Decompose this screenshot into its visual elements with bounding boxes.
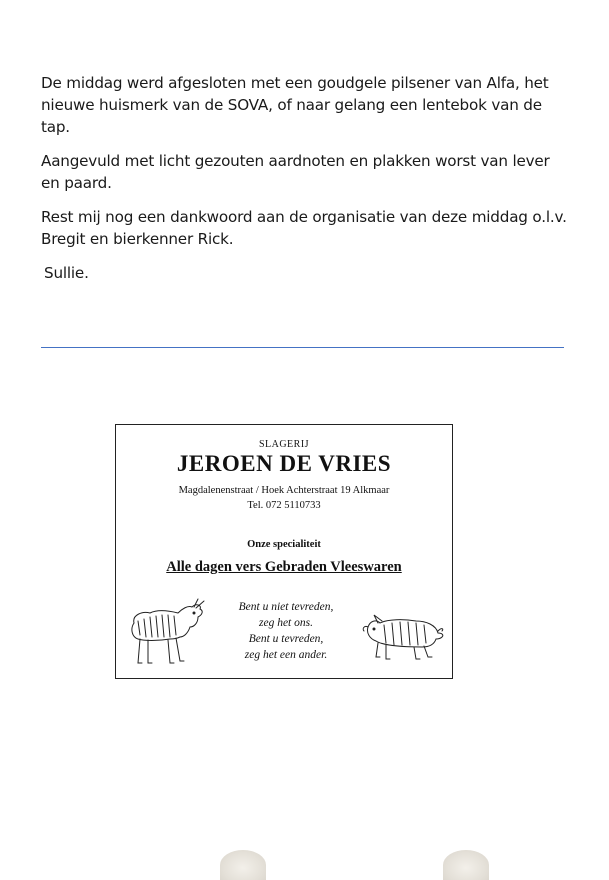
article-text [41, 72, 571, 296]
horizontal-divider [41, 347, 564, 348]
butcher-advertisement [115, 424, 453, 679]
ad-specialty-label: Onze specialiteit [247, 539, 321, 550]
ad-specialty: Alle dagen vers Gebraden Vleeswaren [166, 559, 402, 575]
footer-decoration-right [443, 850, 489, 880]
slogan-line: Bent u niet tevreden, [238, 601, 334, 613]
pig-illustration [360, 609, 446, 665]
slogan-line: zeg het een ander. [244, 649, 328, 661]
signature: Sullie. [44, 264, 89, 282]
slogan-line: Bent u tevreden, [248, 633, 324, 645]
ad-phone: Tel. 072 5110733 [247, 500, 321, 511]
slogan-line: zeg het ons. [259, 617, 313, 629]
ad-business-name: JEROEN DE VRIES [176, 451, 392, 476]
ad-kicker: SLAGERIJ [258, 439, 310, 450]
footer-decoration-left [220, 850, 266, 880]
lamb-illustration [124, 593, 208, 669]
ad-address: Magdalenenstraat / Hoek Achterstraat 19 Alkmaar [178, 485, 390, 496]
paragraph-thanks: Rest mij nog een dankwoord aan de organisatie van deze middag o.l.v. Bregit en bierkenner Rick. [41, 208, 567, 248]
paragraph-snacks: Aangevuld met licht gezouten aardnoten en plakken worst van lever en paard. [41, 152, 550, 192]
paragraph-closing: De middag werd afgesloten met een goudgele pilsener van Alfa, het nieuwe huismerk van de SOVA, of naar gelang een lentebok van de tap. [41, 74, 549, 136]
ad-slogan [216, 599, 356, 663]
